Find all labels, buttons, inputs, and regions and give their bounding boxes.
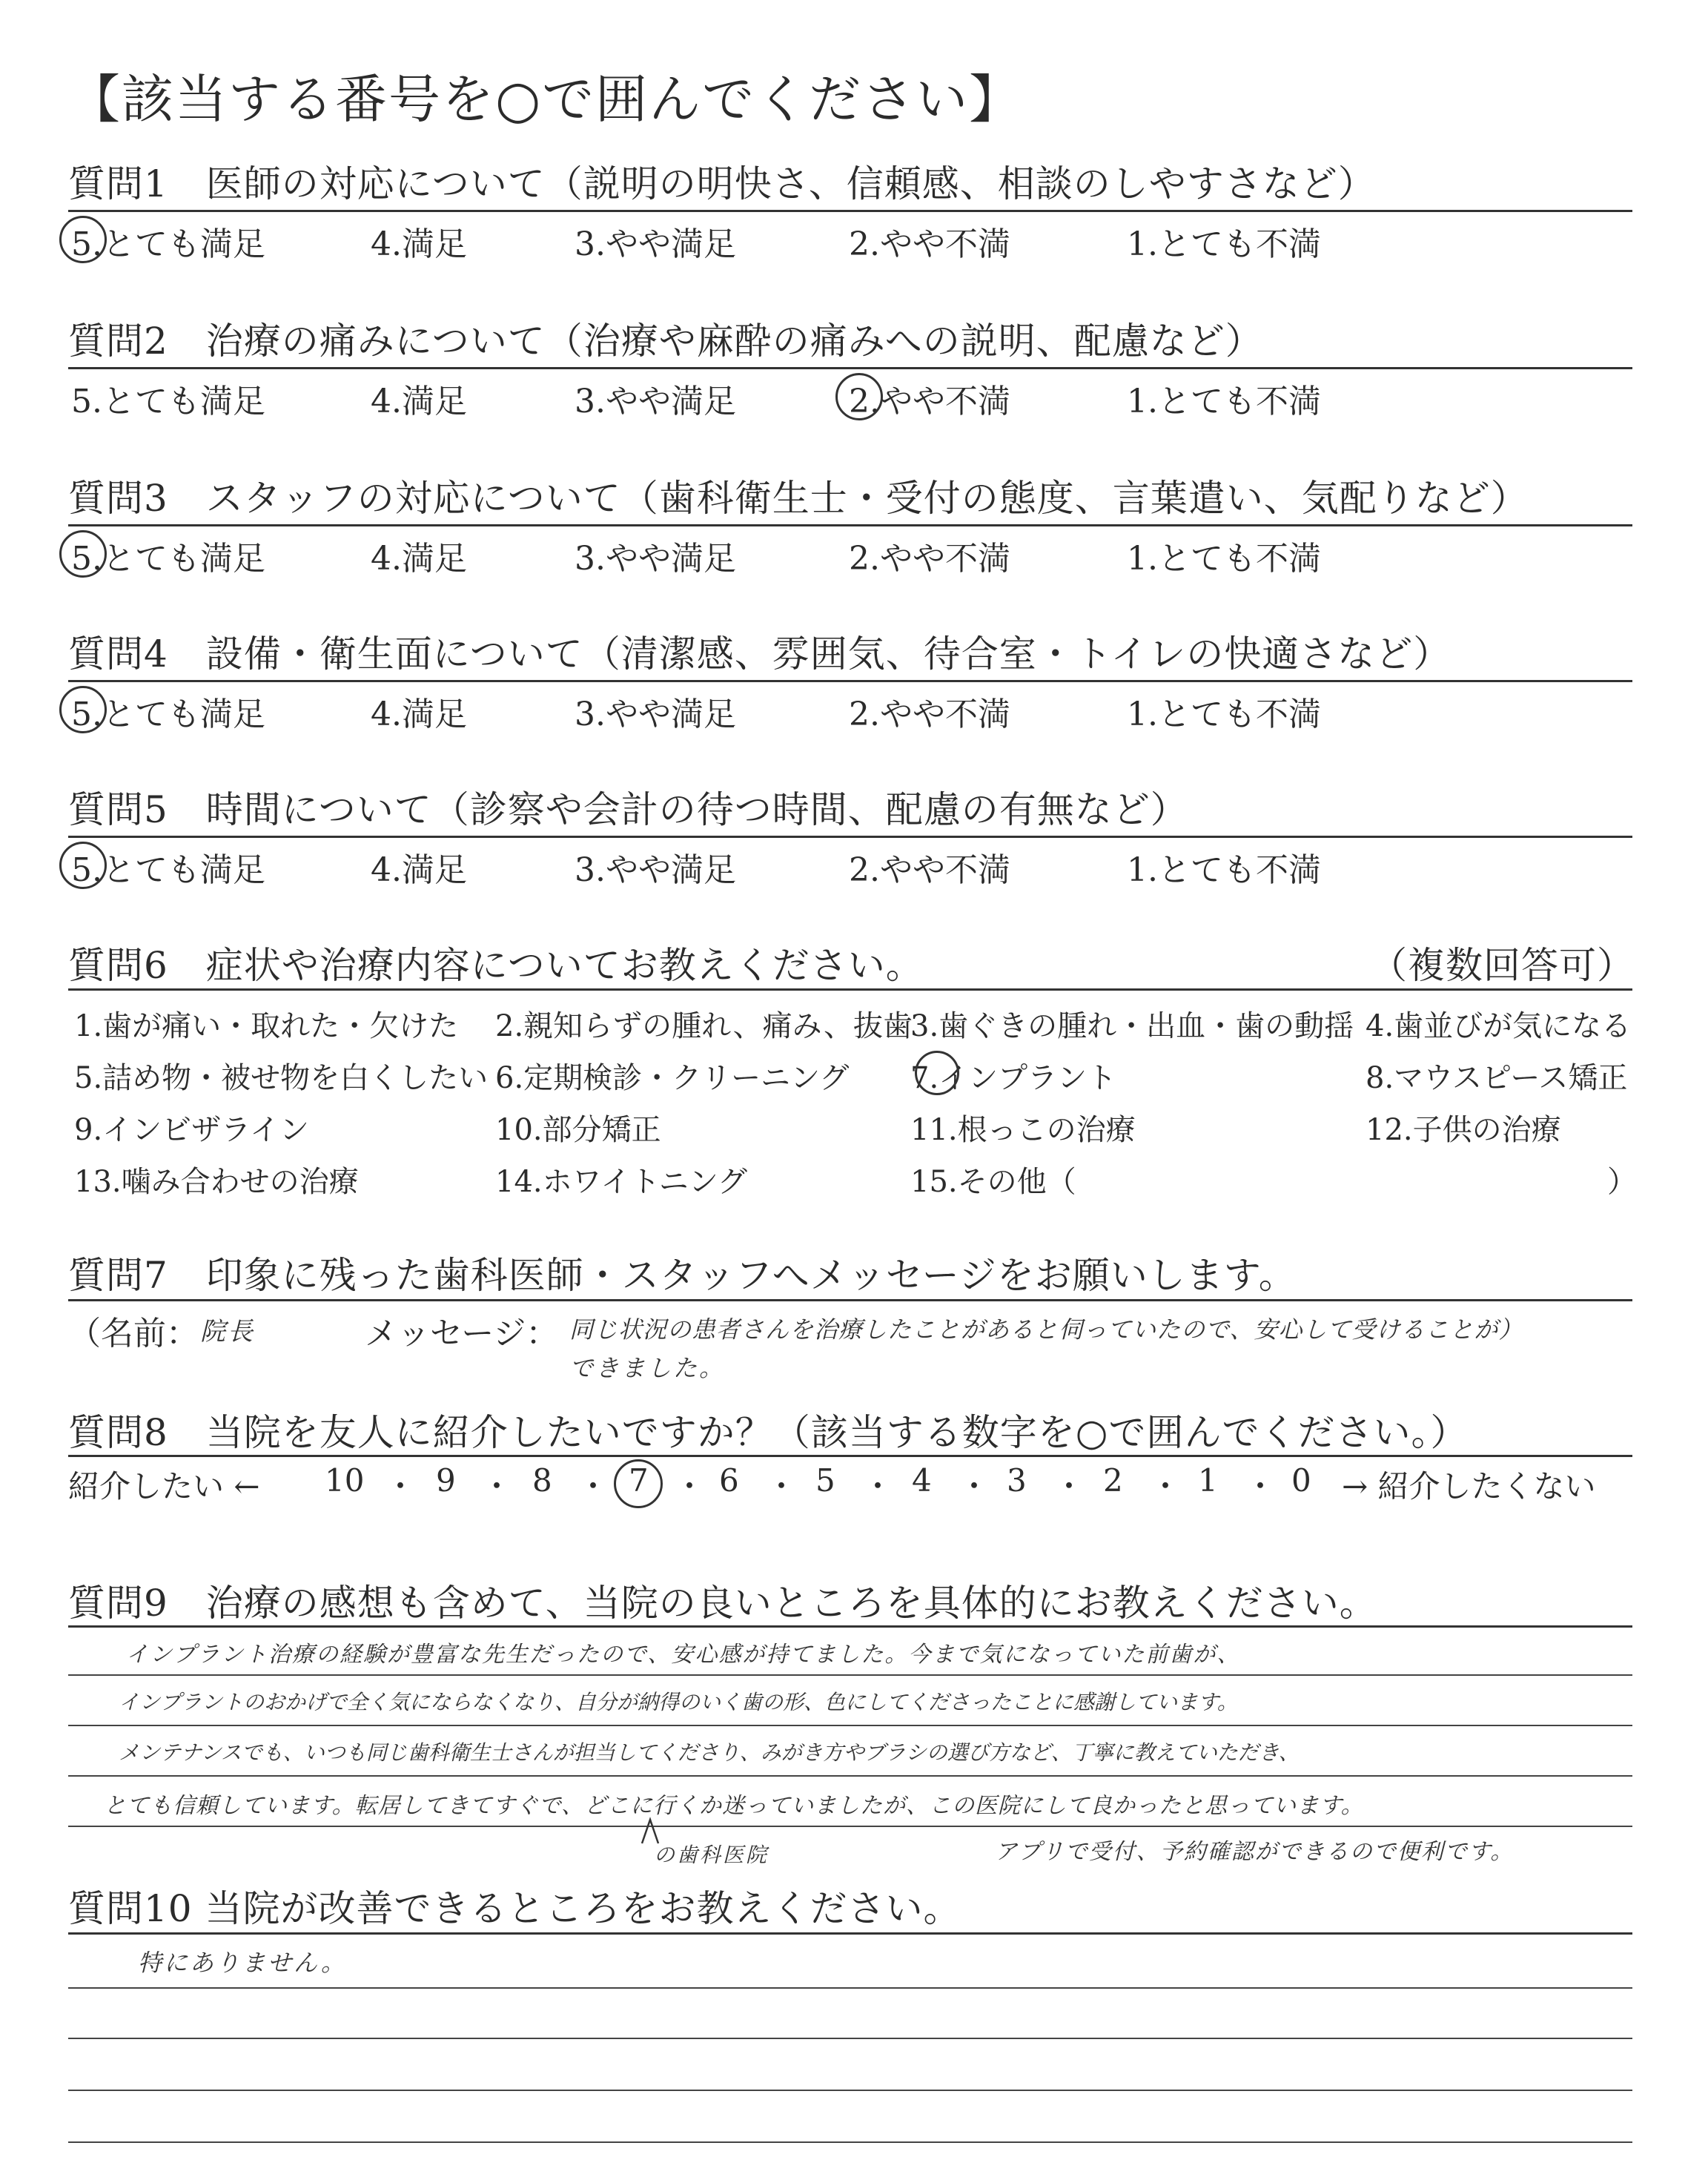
q7-message-label: メッセージ： xyxy=(365,1315,559,1353)
q8-number-6[interactable]: 6 xyxy=(719,1462,739,1499)
q3-option-3[interactable]: 3.やや満足 xyxy=(575,540,736,578)
q2-option-2[interactable]: 2.やや不満 xyxy=(849,383,1010,420)
q5-title: 質問5 時間について（診察や会計の待つ時間、配慮の有無など） xyxy=(68,788,1188,831)
q10-line-2 xyxy=(68,2038,1632,2039)
q1-rule xyxy=(68,210,1632,212)
q6-rule xyxy=(68,988,1632,991)
q7-message-line2[interactable]: できました。 xyxy=(569,1354,726,1382)
q9-insert-note[interactable]: の歯科医院 xyxy=(654,1843,769,1867)
q6-option-2[interactable]: 2.親知らずの腫れ、痛み、抜歯 xyxy=(495,1009,913,1043)
q8-number-0[interactable]: 0 xyxy=(1291,1462,1311,1499)
q2-rule xyxy=(68,367,1632,369)
q8-number-4[interactable]: 4 xyxy=(912,1462,932,1499)
q3-option-2[interactable]: 2.やや不満 xyxy=(849,540,1010,578)
q10-line-3 xyxy=(68,2090,1632,2091)
q9-extra-note[interactable]: アプリで受付、予約確認ができるので便利です。 xyxy=(995,1839,1515,1865)
q8-sep-8: ・ xyxy=(1053,1468,1085,1505)
q1-title: 質問1 医師の対応について（説明の明快さ、信頼感、相談のしやすさなど） xyxy=(68,162,1376,205)
q7-name-value[interactable]: 院長 xyxy=(200,1317,255,1347)
q8-number-2[interactable]: 2 xyxy=(1103,1462,1123,1499)
q6-option-14[interactable]: 14.ホワイトニング xyxy=(495,1165,748,1199)
q6-option-3[interactable]: 3.歯ぐきの腫れ・出血・歯の動揺 xyxy=(910,1009,1354,1043)
q6-option-11[interactable]: 11.根っこの治療 xyxy=(910,1113,1136,1147)
q3-option-1[interactable]: 1.とても不満 xyxy=(1127,540,1321,578)
q7-rule xyxy=(68,1299,1632,1301)
q9-line-3 xyxy=(68,1775,1632,1777)
q8-number-3[interactable]: 3 xyxy=(1007,1462,1027,1499)
q6-option-4[interactable]: 4.歯並びが気になる xyxy=(1366,1009,1632,1043)
q9-line-4 xyxy=(68,1826,1632,1827)
q10-line-1 xyxy=(68,1987,1632,1989)
q8-number-5[interactable]: 5 xyxy=(815,1462,835,1499)
q3-option-5[interactable]: 5.とても満足 xyxy=(71,540,265,578)
q7-name-label: （名前： xyxy=(68,1315,199,1353)
q8-number-8[interactable]: 8 xyxy=(532,1462,552,1499)
q6-option-7[interactable]: 7.インプラント xyxy=(910,1061,1117,1095)
q1-selected-circle xyxy=(59,216,107,263)
q3-option-4[interactable]: 4.満足 xyxy=(371,540,467,578)
q3-selected-circle xyxy=(59,530,107,578)
q2-option-3[interactable]: 3.やや満足 xyxy=(575,383,736,420)
q4-option-4[interactable]: 4.満足 xyxy=(371,696,467,733)
q6-option-15[interactable]: 15.その他（ xyxy=(910,1165,1076,1199)
q1-option-1[interactable]: 1.とても不満 xyxy=(1127,225,1321,263)
q3-rule xyxy=(68,524,1632,526)
q10-line-4 xyxy=(68,2141,1632,2143)
q8-number-10[interactable]: 10 xyxy=(325,1462,365,1499)
q4-option-1[interactable]: 1.とても不満 xyxy=(1127,696,1321,733)
q6-option-1[interactable]: 1.歯が痛い・取れた・欠けた xyxy=(74,1009,459,1043)
q6-option-15-close: ） xyxy=(1607,1165,1637,1199)
q8-sep-4: ・ xyxy=(674,1468,706,1505)
q5-option-1[interactable]: 1.とても不満 xyxy=(1127,851,1321,889)
q1-option-4[interactable]: 4.満足 xyxy=(371,225,467,263)
q9-answer-line3[interactable]: メンテナンスでも、いつも同じ歯科衛生士さんが担当してくださり、みがき方やブラシの選び方など、丁寧に教えていただき、 xyxy=(119,1740,1300,1765)
q8-title: 質問8 当院を友人に紹介したいですか？（該当する数字を○で囲んでください。） xyxy=(68,1411,1469,1454)
q8-sep-1: ・ xyxy=(385,1468,417,1505)
q8-left-label: 紹介したい ← xyxy=(68,1468,260,1505)
q6-selected-circle xyxy=(915,1051,959,1095)
q4-option-3[interactable]: 3.やや満足 xyxy=(575,696,736,733)
q4-option-2[interactable]: 2.やや不満 xyxy=(849,696,1010,733)
q8-number-7[interactable]: 7 xyxy=(629,1462,649,1499)
q8-sep-3: ・ xyxy=(577,1468,609,1505)
q3-title: 質問3 スタッフの対応について（歯科衛生士・受付の態度、言葉遣い、気配りなど） xyxy=(68,477,1529,520)
q8-number-9[interactable]: 9 xyxy=(436,1462,456,1499)
q6-option-6[interactable]: 6.定期検診・クリーニング xyxy=(495,1061,850,1095)
q4-rule xyxy=(68,680,1632,682)
q4-title: 質問4 設備・衛生面について（清潔感、雰囲気、待合室・トイレの快適さなど） xyxy=(68,633,1452,676)
q9-answer-line1[interactable]: インプラント治療の経験が豊富な先生だったので、安心感が持てました。今まで気になっていた前歯が、 xyxy=(126,1642,1241,1668)
q8-right-label: → 紹介したくない xyxy=(1342,1468,1596,1505)
q5-rule xyxy=(68,836,1632,838)
q8-sep-7: ・ xyxy=(959,1468,990,1505)
q9-line-1 xyxy=(68,1674,1632,1676)
q6-option-5[interactable]: 5.詰め物・被せ物を白くしたい xyxy=(74,1061,489,1095)
q1-option-2[interactable]: 2.やや不満 xyxy=(849,225,1010,263)
q8-sep-6: ・ xyxy=(862,1468,894,1505)
q8-sep-5: ・ xyxy=(766,1468,798,1505)
q2-title: 質問2 治療の痛みについて（治療や麻酔の痛みへの説明、配慮など） xyxy=(68,320,1263,363)
q6-option-9[interactable]: 9.インビザライン xyxy=(74,1113,309,1147)
q2-option-4[interactable]: 4.満足 xyxy=(371,383,467,420)
q8-sep-9: ・ xyxy=(1150,1468,1182,1505)
q4-option-5[interactable]: 5.とても満足 xyxy=(71,696,265,733)
q8-sep-2: ・ xyxy=(481,1468,513,1505)
q5-option-5[interactable]: 5.とても満足 xyxy=(71,851,265,889)
q1-option-3[interactable]: 3.やや満足 xyxy=(575,225,736,263)
q6-note: （複数回答可） xyxy=(1370,944,1635,987)
q1-option-5[interactable]: 5.とても満足 xyxy=(71,225,265,263)
q8-sep-10: ・ xyxy=(1245,1468,1277,1505)
q9-rule xyxy=(68,1625,1632,1628)
q9-answer-line2[interactable]: インプラントのおかげで全く気にならなくなり、自分が納得のいく歯の形、色にしてくださったことに感謝しています。 xyxy=(119,1690,1238,1714)
q8-rule xyxy=(68,1455,1632,1457)
instruction-heading: 【該当する番号を○で囲んでください】 xyxy=(68,69,1023,130)
q2-option-1[interactable]: 1.とても不満 xyxy=(1127,383,1321,420)
q9-title: 質問9 治療の感想も含めて、当院の良いところを具体的にお教えください。 xyxy=(68,1582,1377,1625)
q5-option-2[interactable]: 2.やや不満 xyxy=(849,851,1010,889)
q10-answer[interactable]: 特にありません。 xyxy=(138,1949,347,1977)
q6-option-12[interactable]: 12.子供の治療 xyxy=(1366,1113,1561,1147)
q7-message-line1[interactable]: 同じ状況の患者さんを治療したことがあると伺っていたので、安心して受けることが） xyxy=(569,1315,1523,1344)
q6-option-8[interactable]: 8.マウスピース矯正 xyxy=(1366,1061,1628,1095)
q5-option-3[interactable]: 3.やや満足 xyxy=(575,851,736,889)
q10-rule xyxy=(68,1932,1632,1935)
q6-option-13[interactable]: 13.噛み合わせの治療 xyxy=(74,1165,359,1199)
q10-title: 質問10 当院が改善できるところをお教えください。 xyxy=(68,1887,961,1930)
q6-title: 質問6 症状や治療内容についてお教えください。 xyxy=(68,944,924,987)
q5-selected-circle xyxy=(59,842,107,889)
q4-selected-circle xyxy=(59,686,107,733)
q9-answer-line4[interactable]: とても信頼しています。転居してきてすぐで、どこに行くか迷っていましたが、この医院にして良かったと思っています。 xyxy=(104,1793,1364,1819)
q5-option-4[interactable]: 4.満足 xyxy=(371,851,467,889)
q9-line-2 xyxy=(68,1725,1632,1726)
q7-title: 質問7 印象に残った歯科医師・スタッフへメッセージをお願いします。 xyxy=(68,1254,1297,1297)
q8-selected-circle xyxy=(614,1459,663,1508)
q2-selected-circle xyxy=(835,373,883,420)
q6-option-10[interactable]: 10.部分矯正 xyxy=(495,1113,661,1147)
q8-number-1[interactable]: 1 xyxy=(1198,1462,1218,1499)
q2-option-5[interactable]: 5.とても満足 xyxy=(71,383,265,420)
